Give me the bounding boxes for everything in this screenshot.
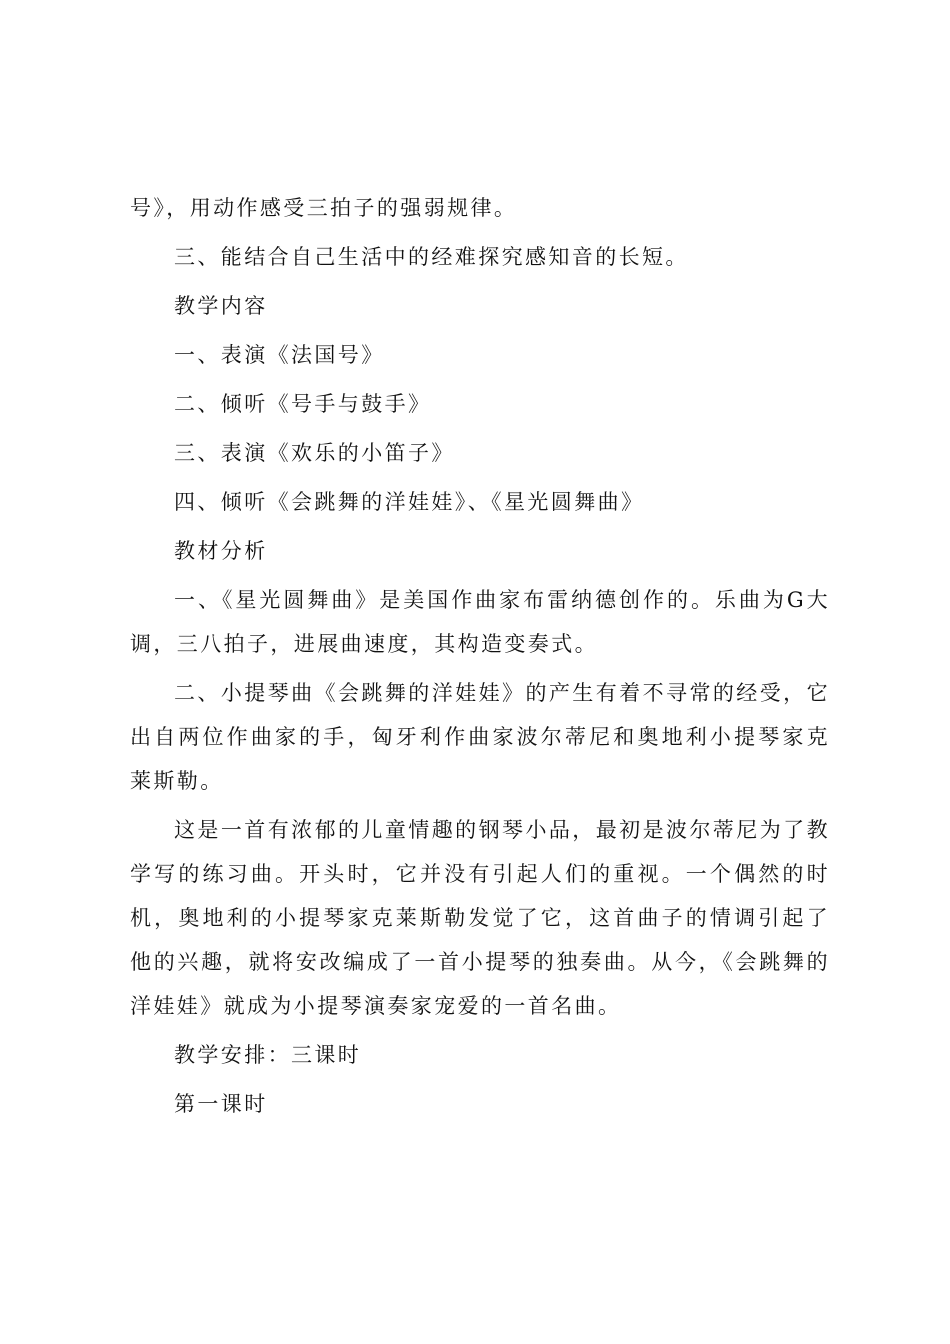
list-item-content-four: 四、倾听《会跳舞的洋娃娃》、《星光圆舞曲》: [174, 490, 645, 514]
list-item-content-three: 三、表演《欢乐的小笛子》: [174, 441, 455, 465]
heading-first-lesson: 第一课时: [174, 1092, 268, 1116]
paragraph-analysis-two: 二、小提琴曲《会跳舞的洋娃娃》的产生有着不寻常的经受，它出自两位作曲家的手，匈牙利作曲家波尔蒂尼和奥地利小提琴家克莱斯勒。: [130, 681, 830, 793]
list-item-content-two: 二、倾听《号手与鼓手》: [174, 392, 432, 416]
paragraph-goal-three: 三、能结合自己生活中的经难探究感知音的长短。: [174, 245, 689, 269]
paragraph-schedule: 教学安排：三课时: [174, 1043, 362, 1067]
document-body: [130, 186, 830, 1126]
list-item-content-one: 一、表演《法国号》: [174, 343, 385, 367]
paragraph-continuation: 号》，用动作感受三拍子的强弱规律。: [130, 196, 518, 220]
heading-teaching-content: 教学内容: [174, 294, 268, 318]
heading-material-analysis: 教材分析: [174, 539, 268, 563]
paragraph-analysis-one: 一、《星光圆舞曲》是美国作曲家布雷纳德创作的。乐曲为G大调，三八拍子，进展曲速度，其构造变奏式。: [130, 588, 830, 656]
paragraph-piece-history: 这是一首有浓郁的儿童情趣的钢琴小品，最初是波尔蒂尼为了教学写的练习曲。开头时，它并没有引起人们的重视。一个偶然的时机，奥地利的小提琴家克莱斯勒发觉了它，这首曲子的情调引起了他的兴趣，就将安改编成了一首小提琴的独奏曲。从今，《会跳舞的洋娃娃》就成为小提琴演奏家宠爱的一首名曲。: [130, 818, 830, 1018]
